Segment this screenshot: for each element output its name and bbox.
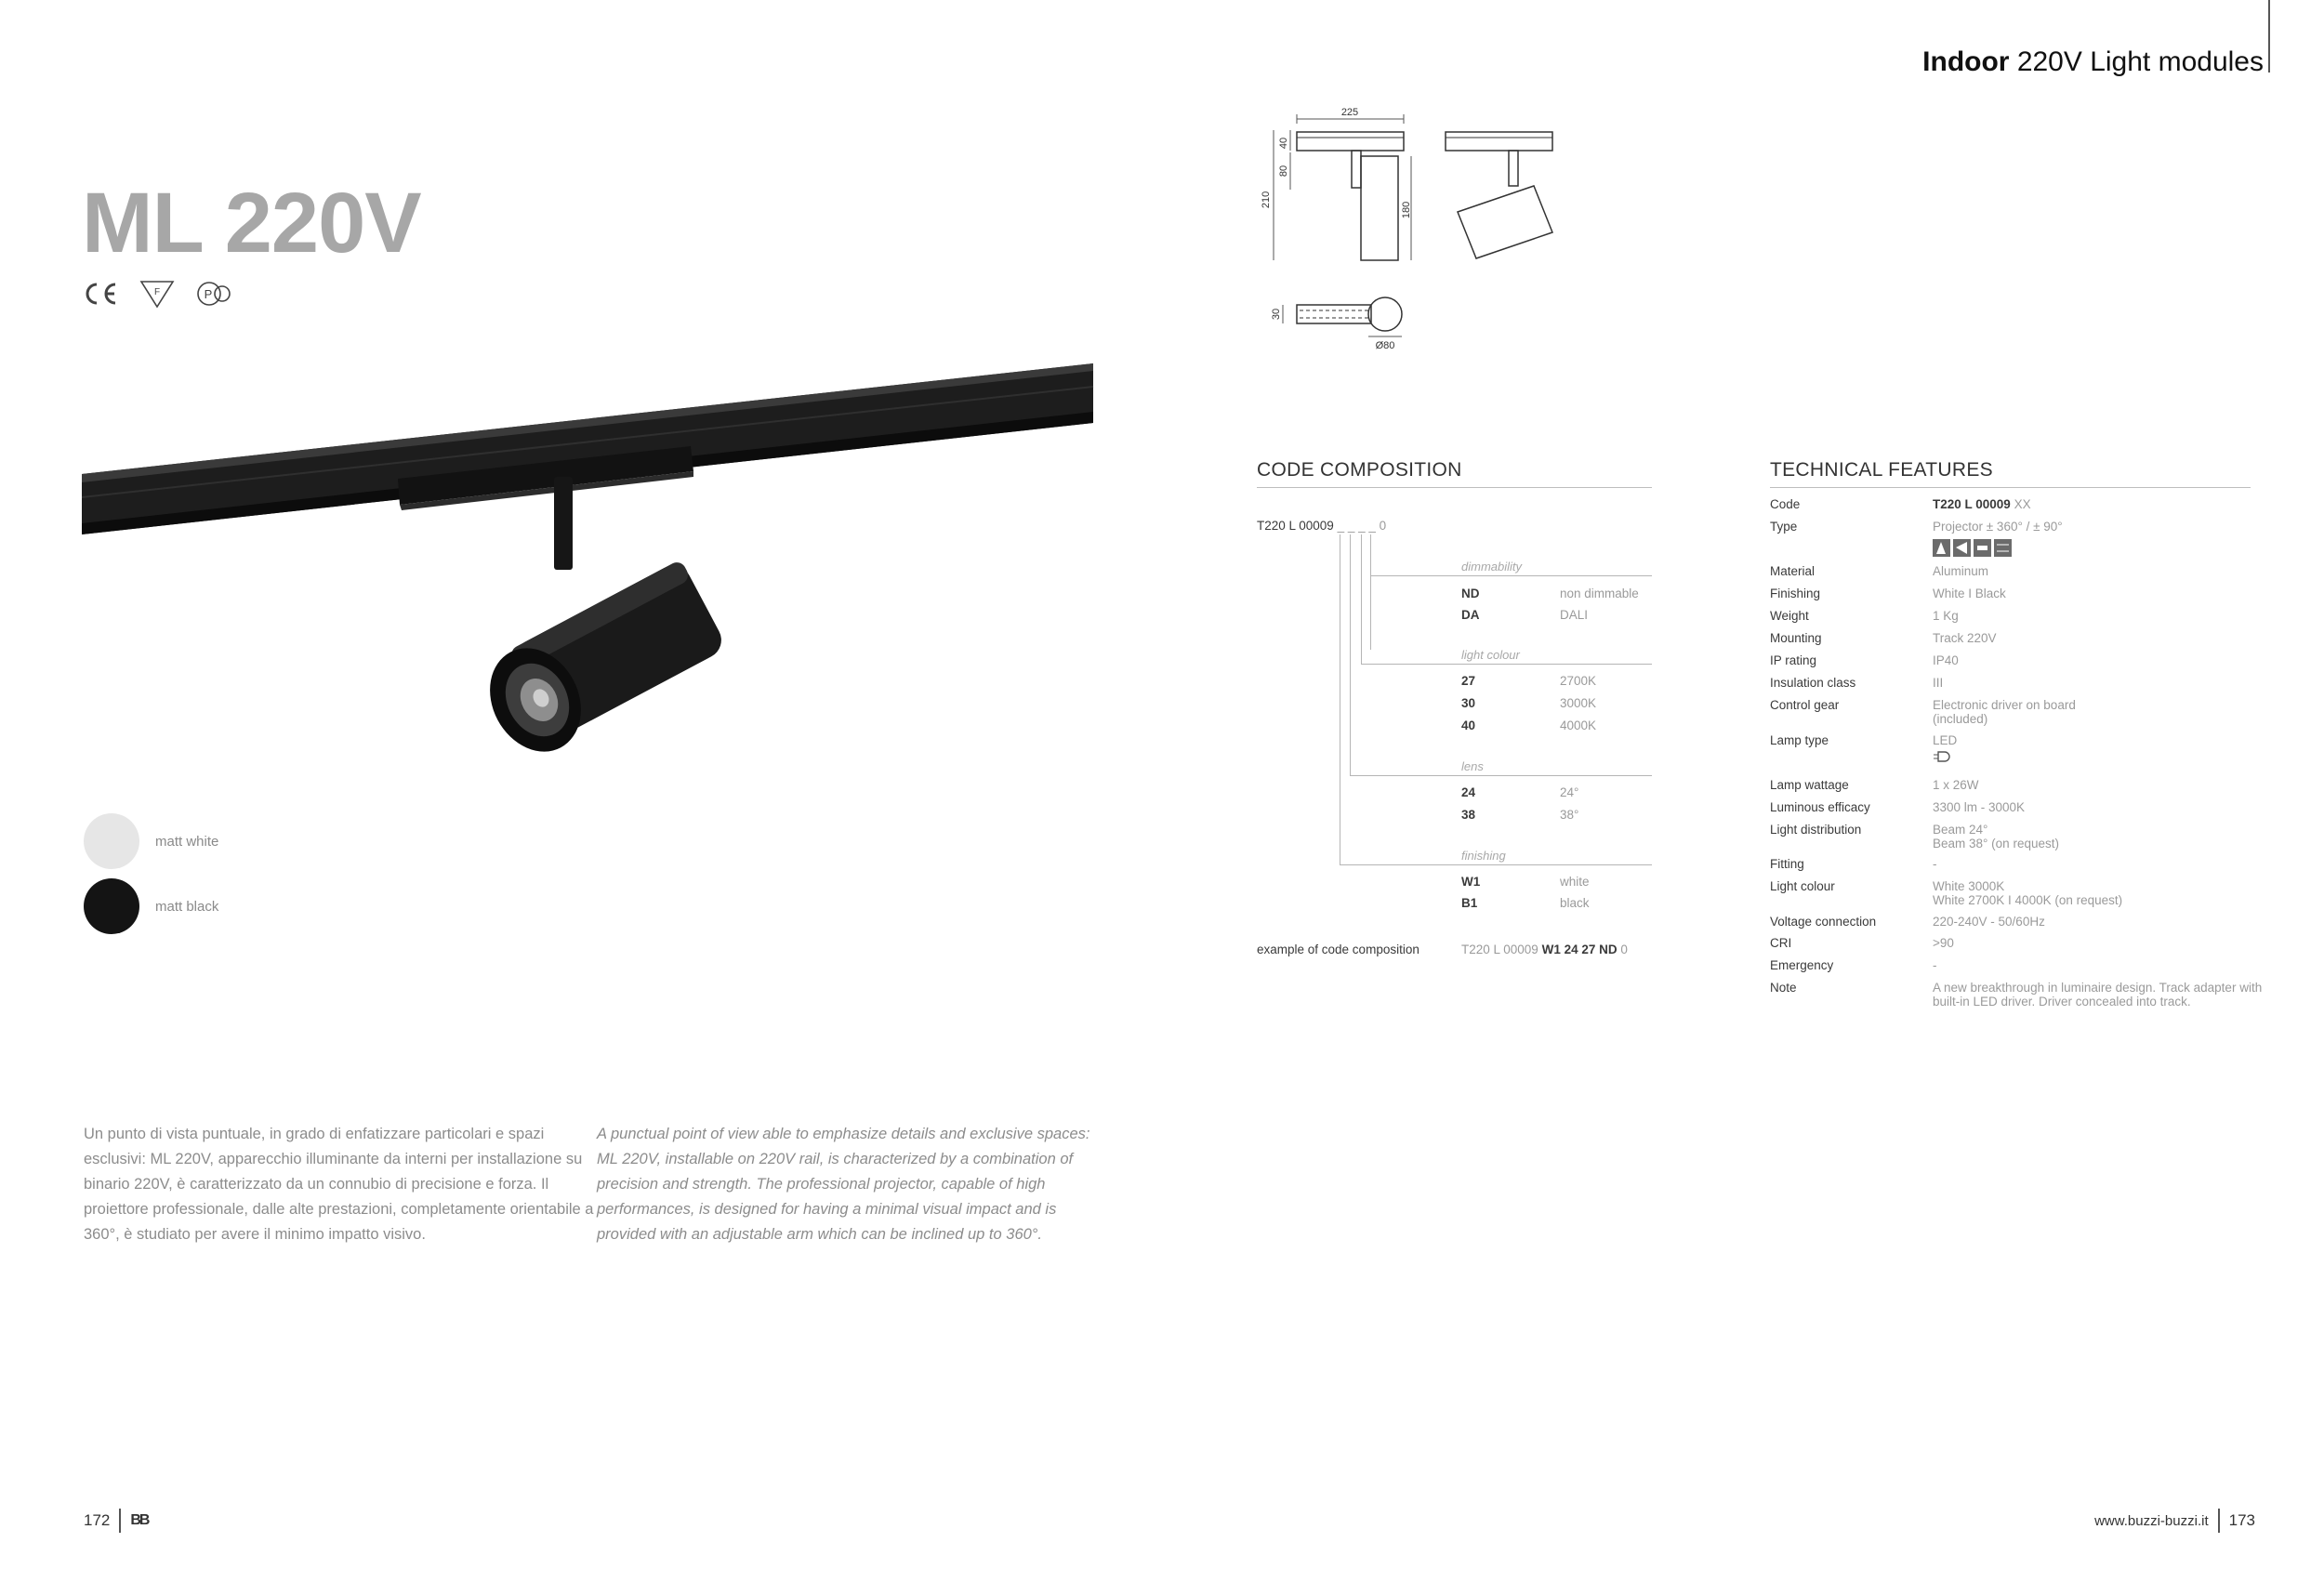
- cc-code: DA: [1461, 608, 1480, 622]
- certification-marks: [82, 279, 234, 309]
- tf-value: 3300 lm - 3000K: [1933, 800, 2026, 814]
- footer-divider: [2218, 1509, 2220, 1533]
- rotation-icon: [1953, 539, 1971, 557]
- product-title: ML 220V: [82, 176, 421, 270]
- tf-value: Beam 24°: [1933, 823, 1988, 837]
- swatch-matt-white: [84, 813, 139, 869]
- code-suffix: 0: [1379, 519, 1387, 533]
- description-italian: Un punto di vista puntuale, in grado di enfatizzare particolari e spazi esclusivi: ML 220V, apparecchio illuminante da interni per installazione su binario 220V, è caratterizzato da un connubio di precisione e forza. Il proiettore professionale, dalle alte prestazioni, completamente orientabile a 360°, è studiato per avere il minimo impatto visivo.: [84, 1126, 594, 1243]
- cc-group-heading: light colour: [1461, 648, 1520, 662]
- dim-width: 225: [1340, 107, 1359, 118]
- page-number-left: 172: [84, 1511, 111, 1529]
- tf-value-2: White 2700K I 4000K (on request): [1933, 893, 2123, 907]
- ce-mark-icon: [82, 281, 119, 307]
- header-rest: 220V Light modules: [2016, 46, 2264, 77]
- dim-arm: 80: [1278, 165, 1289, 178]
- tf-key: Material: [1770, 564, 1816, 578]
- tf-value: -: [1933, 958, 1937, 972]
- tf-key: Weight: [1770, 609, 1809, 623]
- tf-value: White 3000K: [1933, 879, 2005, 893]
- cc-desc: 3000K: [1560, 696, 1597, 710]
- brand-logo: BB: [130, 1512, 149, 1528]
- header-bold: Indoor: [1922, 46, 2010, 77]
- cc-group-heading: finishing: [1461, 849, 1506, 863]
- example-suffix: 0: [1620, 943, 1628, 956]
- tree-line: [1361, 664, 1652, 665]
- code-template: [1257, 519, 1386, 533]
- tree-line: [1350, 534, 1351, 776]
- f-triangle-icon: [139, 279, 175, 309]
- svg-text:F: F: [153, 287, 161, 297]
- tf-key: Finishing: [1770, 587, 1821, 600]
- section-rule: [1257, 487, 1652, 488]
- cc-desc: white: [1560, 875, 1590, 889]
- dim-body: 180: [1401, 201, 1412, 219]
- dim-total: 210: [1261, 191, 1272, 209]
- tree-line: [1370, 575, 1652, 576]
- tf-value-2: Beam 38° (on request): [1933, 837, 2059, 850]
- tf-key: Light colour: [1770, 879, 1835, 893]
- footer-divider: [119, 1509, 121, 1533]
- cc-group-heading: dimmability: [1461, 560, 1523, 573]
- code-blanks: _ _ _ _: [1337, 519, 1376, 533]
- tilt-icon: [1974, 539, 1991, 557]
- dim-depth: 30: [1271, 308, 1282, 321]
- pct-mark-icon: [195, 280, 234, 308]
- tf-value: 1 Kg: [1933, 609, 1959, 623]
- running-header: [1922, 46, 2264, 78]
- cc-code: 24: [1461, 785, 1476, 799]
- cc-desc: 24°: [1560, 785, 1579, 799]
- swatch-matt-black: [84, 878, 139, 934]
- tf-key: Insulation class: [1770, 676, 1856, 690]
- type-icons: [1933, 539, 2012, 557]
- tf-value: A new breakthrough in luminaire design. Track adapter with: [1933, 981, 2263, 995]
- tf-code-value: T220 L 00009: [1933, 497, 2011, 511]
- tf-value: 220-240V - 50/60Hz: [1933, 915, 2045, 929]
- tree-line: [1340, 864, 1652, 865]
- code-composition-title: CODE COMPOSITION: [1257, 459, 1462, 481]
- page-number-right: 173: [2228, 1511, 2255, 1529]
- website-link[interactable]: www.buzzi-buzzi.it: [2094, 1512, 2209, 1529]
- tf-key: Fitting: [1770, 857, 1804, 871]
- tf-key: CRI: [1770, 936, 1792, 950]
- tf-value-2: (included): [1933, 712, 1988, 726]
- product-photo: [82, 358, 1095, 776]
- example-prefix: T220 L 00009: [1461, 943, 1538, 956]
- tf-value: LED: [1933, 733, 1958, 747]
- svg-text:P: P: [204, 287, 213, 301]
- tree-line: [1361, 534, 1362, 665]
- tf-key: Lamp wattage: [1770, 778, 1849, 792]
- swatch-label: matt black: [155, 899, 219, 915]
- cc-desc: 4000K: [1560, 718, 1597, 732]
- tf-value: IP40: [1933, 653, 1959, 667]
- track-icon: [1994, 539, 2012, 557]
- tf-key: Note: [1770, 981, 1797, 995]
- tf-value: Aluminum: [1933, 564, 1989, 578]
- tf-key: Code: [1770, 497, 1801, 511]
- cc-code: 30: [1461, 696, 1476, 710]
- tf-value: Electronic driver on board: [1933, 698, 2076, 712]
- tf-value: III: [1933, 676, 1944, 690]
- tf-key: Light distribution: [1770, 823, 1862, 837]
- led-icon: [1933, 750, 1953, 763]
- cc-group-heading: lens: [1461, 759, 1484, 773]
- cc-code: 27: [1461, 674, 1476, 688]
- tf-value: 1 x 26W: [1933, 778, 1979, 792]
- example-code: [1461, 943, 1628, 956]
- footer-right: [2094, 1509, 2255, 1533]
- cc-desc: 38°: [1560, 808, 1579, 822]
- tf-key: Mounting: [1770, 631, 1822, 645]
- cc-code: B1: [1461, 896, 1478, 910]
- tree-line: [1370, 534, 1371, 650]
- tf-value: -: [1933, 857, 1937, 871]
- dim-top: 40: [1278, 137, 1289, 150]
- cc-desc: DALI: [1560, 608, 1589, 622]
- description-english: A punctual point of view able to emphasize details and exclusive spaces: ML 220V, installable on 220V rail, is characterized by a combination of precision and strength. The professional projector, capable of high performances, is designed for having a minimal visual impact and is provided with an adjustable arm which can be inclined up to 360°.: [597, 1126, 1090, 1243]
- cc-desc: black: [1560, 896, 1590, 910]
- tf-key: IP rating: [1770, 653, 1817, 667]
- tf-value: Track 220V: [1933, 631, 1997, 645]
- code-prefix: T220 L 00009: [1257, 519, 1334, 533]
- tf-value: >90: [1933, 936, 1954, 950]
- spot-arm: [554, 477, 573, 570]
- cc-desc: 2700K: [1560, 674, 1597, 688]
- tf-value: White I Black: [1933, 587, 2006, 600]
- tf-key: Luminous efficacy: [1770, 800, 1870, 814]
- cc-code: W1: [1461, 875, 1481, 889]
- example-label: example of code composition: [1257, 943, 1419, 956]
- technical-features-title: TECHNICAL FEATURES: [1770, 459, 1993, 481]
- tf-key: Control gear: [1770, 698, 1840, 712]
- section-rule: [1770, 487, 2251, 488]
- cc-code: ND: [1461, 587, 1480, 600]
- cc-desc: non dimmable: [1560, 587, 1639, 600]
- tf-key: Lamp type: [1770, 733, 1829, 747]
- tf-key: Voltage connection: [1770, 915, 1877, 929]
- cc-code: 40: [1461, 718, 1476, 732]
- tf-key: Emergency: [1770, 958, 1834, 972]
- tree-line: [1350, 775, 1652, 776]
- projector-icon: [1933, 539, 1950, 557]
- cc-code: 38: [1461, 808, 1476, 822]
- tf-code-suffix: XX: [2014, 497, 2031, 511]
- tf-value: Projector ± 360° / ± 90°: [1933, 520, 2063, 534]
- header-divider: [2268, 0, 2270, 73]
- footer-left: [84, 1509, 148, 1533]
- example-bold: W1 24 27 ND: [1541, 943, 1618, 956]
- technical-drawing: [1246, 102, 1580, 353]
- tf-key: Type: [1770, 520, 1798, 534]
- tf-value-2: built-in LED driver. Driver concealed into track.: [1933, 995, 2191, 1009]
- swatch-label: matt white: [155, 834, 219, 850]
- dim-diameter: Ø80: [1375, 340, 1395, 351]
